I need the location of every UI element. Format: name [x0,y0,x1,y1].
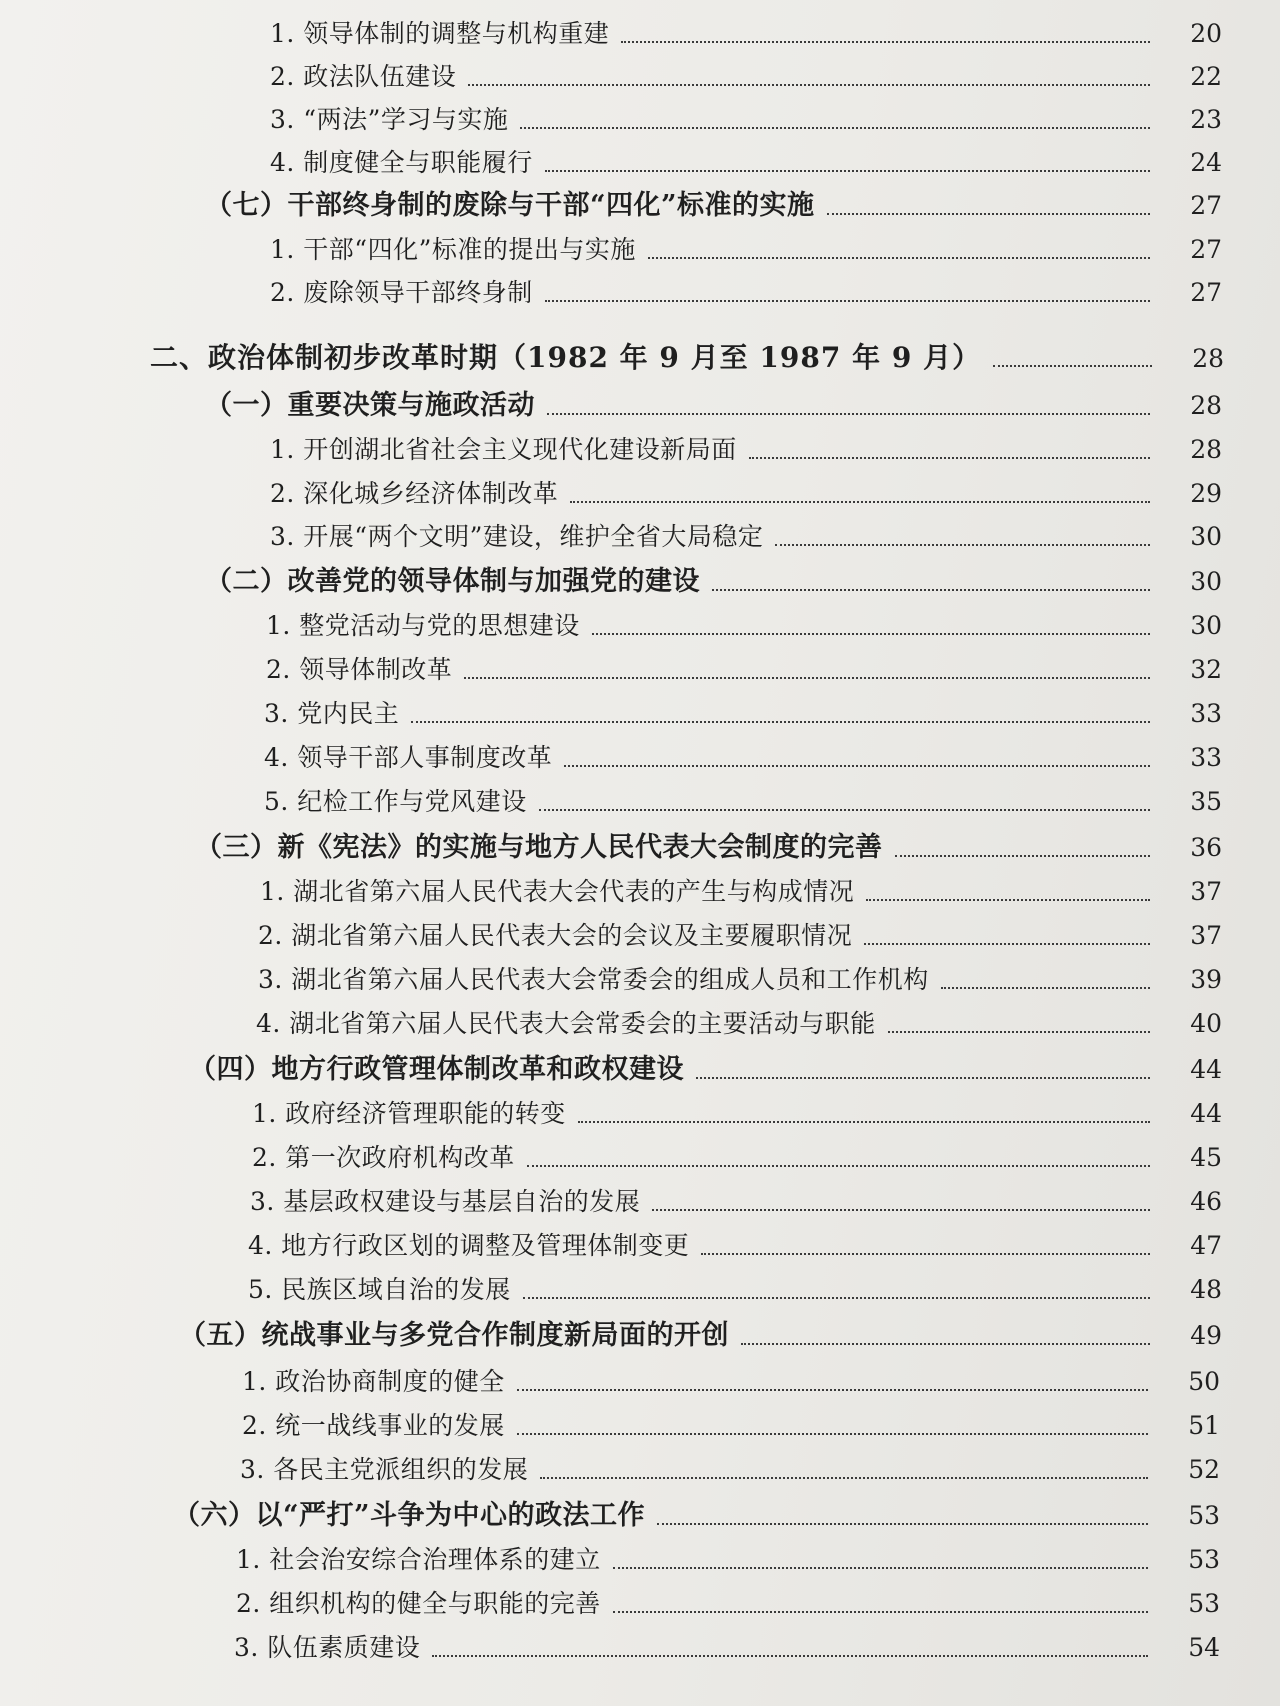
toc-page-number: 54 [1188,1633,1220,1662]
toc-entry-label: 4. 领导干部人事制度改革 [264,743,553,772]
dot-leader [432,1655,1148,1657]
toc-entry-label: 2. 统一战线事业的发展 [242,1411,505,1440]
toc-entry-label: 4. 湖北省第六届人民代表大会常委会的主要活动与职能 [256,1009,876,1038]
toc-entry-label: 4. 制度健全与职能履行 [270,148,533,177]
toc-page-number: 39 [1190,965,1222,994]
toc-entry-label: 2. 废除领导干部终身制 [270,278,533,307]
toc-entry[interactable] [266,648,1222,692]
toc-entry-label: 5. 民族区域自治的发展 [248,1275,511,1304]
toc-entry-label: （三）新《宪法》的实施与地方人民代表大会制度的完善 [195,832,883,863]
toc-page-number: 44 [1190,1099,1222,1128]
toc-page-number: 49 [1190,1321,1222,1350]
dot-leader [468,84,1150,86]
toc-entry-label: 4. 地方行政区划的调整及管理体制变更 [248,1231,690,1260]
toc-page-number: 30 [1190,567,1222,596]
dot-leader [564,765,1150,767]
dot-leader [545,170,1150,172]
toc-entry-label: 二、政治体制初步改革时期（1982 年 9 月至 1987 年 9 月） [150,341,982,374]
toc-page-number: 28 [1190,391,1222,420]
toc-entry[interactable] [234,1626,1220,1670]
toc-entry-label: 2. 湖北省第六届人民代表大会的会议及主要履职情况 [258,921,853,950]
toc-entry-label: 3. 党内民主 [264,699,400,728]
toc-entry[interactable] [205,560,1222,604]
toc-entry-label: 3. “两法”学习与实施 [270,105,509,134]
toc-entry-label: （一）重要决策与施政活动 [205,390,535,421]
toc-entry[interactable] [242,1360,1220,1404]
toc-entry[interactable] [150,336,1224,380]
dot-leader [741,1343,1150,1345]
dot-leader [464,677,1150,679]
toc-entry-label: 3. 基层政权建设与基层自治的发展 [250,1187,641,1216]
dot-leader [613,1611,1148,1613]
toc-page-number: 22 [1190,62,1222,91]
toc-entry[interactable] [270,98,1222,142]
toc-entry-label: 1. 政治协商制度的健全 [242,1367,505,1396]
dot-leader [895,855,1151,857]
dot-leader [652,1209,1150,1211]
toc-entry[interactable] [250,1180,1222,1224]
toc-entry[interactable] [264,692,1222,736]
toc-entry[interactable] [248,1268,1222,1312]
dot-leader [749,457,1150,459]
dot-leader [592,633,1150,635]
dot-leader [520,127,1150,129]
dot-leader [545,300,1150,302]
toc-page-number: 20 [1190,19,1222,48]
toc-entry[interactable] [258,914,1222,958]
toc-entry[interactable] [266,604,1222,648]
dot-leader [527,1165,1150,1167]
toc-entry-label: 1. 整党活动与党的思想建设 [266,611,580,640]
toc-entry[interactable] [270,472,1222,516]
toc-page-number: 28 [1192,344,1224,373]
toc-page-number: 27 [1190,235,1222,264]
toc-entry-label: 2. 领导体制改革 [266,655,453,684]
toc-page-number: 24 [1190,148,1222,177]
toc-page-number: 52 [1188,1455,1220,1484]
toc-page-number: 45 [1190,1143,1222,1172]
dot-leader [523,1297,1150,1299]
toc-entry-label: 5. 纪检工作与党风建设 [264,787,527,816]
dot-leader [540,1477,1148,1479]
toc-entry-label: （五）统战事业与多党合作制度新局面的开创 [179,1320,729,1351]
dot-leader [648,257,1150,259]
toc-page-number: 51 [1188,1411,1220,1440]
dot-leader [696,1077,1150,1079]
toc-page-number: 27 [1190,191,1222,220]
toc-page-number: 50 [1188,1367,1220,1396]
toc-entry-label: 2. 政法队伍建设 [270,62,457,91]
toc-entry[interactable] [236,1582,1220,1626]
toc-entry[interactable] [270,228,1222,272]
dot-leader [621,41,1150,43]
dot-leader [547,413,1150,415]
toc-entry-label: 1. 社会治安综合治理体系的建立 [236,1545,601,1574]
toc-entry[interactable] [264,736,1222,780]
dot-leader [888,1031,1150,1033]
toc-entry[interactable] [205,384,1222,428]
toc-page-number: 35 [1190,787,1222,816]
toc-entry[interactable] [270,141,1222,185]
toc-entry[interactable] [252,1092,1222,1136]
dot-leader [613,1567,1148,1569]
toc-entry[interactable] [264,780,1222,824]
dot-leader [864,943,1150,945]
toc-entry-label: （四）地方行政管理体制改革和政权建设 [189,1054,684,1085]
toc-page-number: 40 [1190,1009,1222,1038]
toc-entry[interactable] [270,515,1222,559]
toc-entry[interactable] [205,184,1222,228]
toc-entry[interactable] [258,958,1222,1002]
toc-page-number: 37 [1190,921,1222,950]
toc-page-number: 37 [1190,877,1222,906]
toc-entry[interactable] [173,1494,1220,1538]
toc-entry-label: 1. 干部“四化”标准的提出与实施 [270,235,636,264]
toc-entry[interactable] [236,1538,1220,1582]
toc-entry-label: 2. 深化城乡经济体制改革 [270,479,559,508]
toc-page-number: 28 [1190,435,1222,464]
toc-entry[interactable] [195,826,1222,870]
toc-page-number: 30 [1190,522,1222,551]
dot-leader [712,589,1150,591]
dot-leader [993,365,1152,367]
toc-entry-label: 3. 湖北省第六届人民代表大会常委会的组成人员和工作机构 [258,965,929,994]
toc-page-number: 27 [1190,278,1222,307]
toc-page-number: 46 [1190,1187,1222,1216]
toc-entry[interactable] [242,1404,1220,1448]
toc-page-number: 48 [1190,1275,1222,1304]
toc-page-number: 33 [1190,699,1222,728]
toc-page-number: 53 [1188,1545,1220,1574]
toc-entry-label: 1. 领导体制的调整与机构重建 [270,19,610,48]
toc-entry[interactable] [252,1136,1222,1180]
toc-page-number: 32 [1190,655,1222,684]
toc-page-number: 23 [1190,105,1222,134]
toc-entry[interactable] [256,1002,1222,1046]
toc-entry-label: 3. 各民主党派组织的发展 [240,1455,529,1484]
dot-leader [941,987,1150,989]
toc-entry-label: 3. 队伍素质建设 [234,1633,421,1662]
dot-leader [827,213,1150,215]
toc-entry-label: （六）以“严打”斗争为中心的政法工作 [173,1500,646,1531]
toc-entry-label: （二）改善党的领导体制与加强党的建设 [205,566,700,597]
toc-entry[interactable] [270,55,1222,99]
toc-entry[interactable] [179,1314,1222,1358]
toc-entry[interactable] [189,1048,1222,1092]
dot-leader [539,809,1150,811]
dot-leader [411,721,1150,723]
dot-leader [578,1121,1150,1123]
toc-entry-label: 2. 第一次政府机构改革 [252,1143,515,1172]
toc-entry-label: 1. 政府经济管理职能的转变 [252,1099,566,1128]
toc-page-number: 36 [1190,833,1222,862]
dot-leader [866,899,1150,901]
toc-entry[interactable] [270,428,1222,472]
toc-page-number: 29 [1190,479,1222,508]
toc-entry-label: 1. 湖北省第六届人民代表大会代表的产生与构成情况 [260,877,855,906]
toc-entry[interactable] [270,12,1222,56]
toc-page-number: 33 [1190,743,1222,772]
dot-leader [701,1253,1150,1255]
toc-page-number: 44 [1190,1055,1222,1084]
toc-entry-label: 2. 组织机构的健全与职能的完善 [236,1589,601,1618]
dot-leader [775,544,1150,546]
dot-leader [517,1389,1148,1391]
dot-leader [517,1433,1148,1435]
toc-entry-label: 1. 开创湖北省社会主义现代化建设新局面 [270,435,737,464]
toc-entry-label: （七）干部终身制的废除与干部“四化”标准的实施 [205,190,815,221]
dot-leader [657,1523,1148,1525]
toc-entry[interactable] [248,1224,1222,1268]
toc-entry[interactable] [240,1448,1220,1492]
dot-leader [570,501,1150,503]
toc-page-number: 47 [1190,1231,1222,1260]
toc-entry[interactable] [270,271,1222,315]
toc-page-number: 53 [1188,1589,1220,1618]
toc-page-number: 53 [1188,1501,1220,1530]
toc-page-number: 30 [1190,611,1222,640]
toc-entry[interactable] [260,870,1222,914]
toc-entry-label: 3. 开展“两个文明”建设，维护全省大局稳定 [270,522,764,551]
